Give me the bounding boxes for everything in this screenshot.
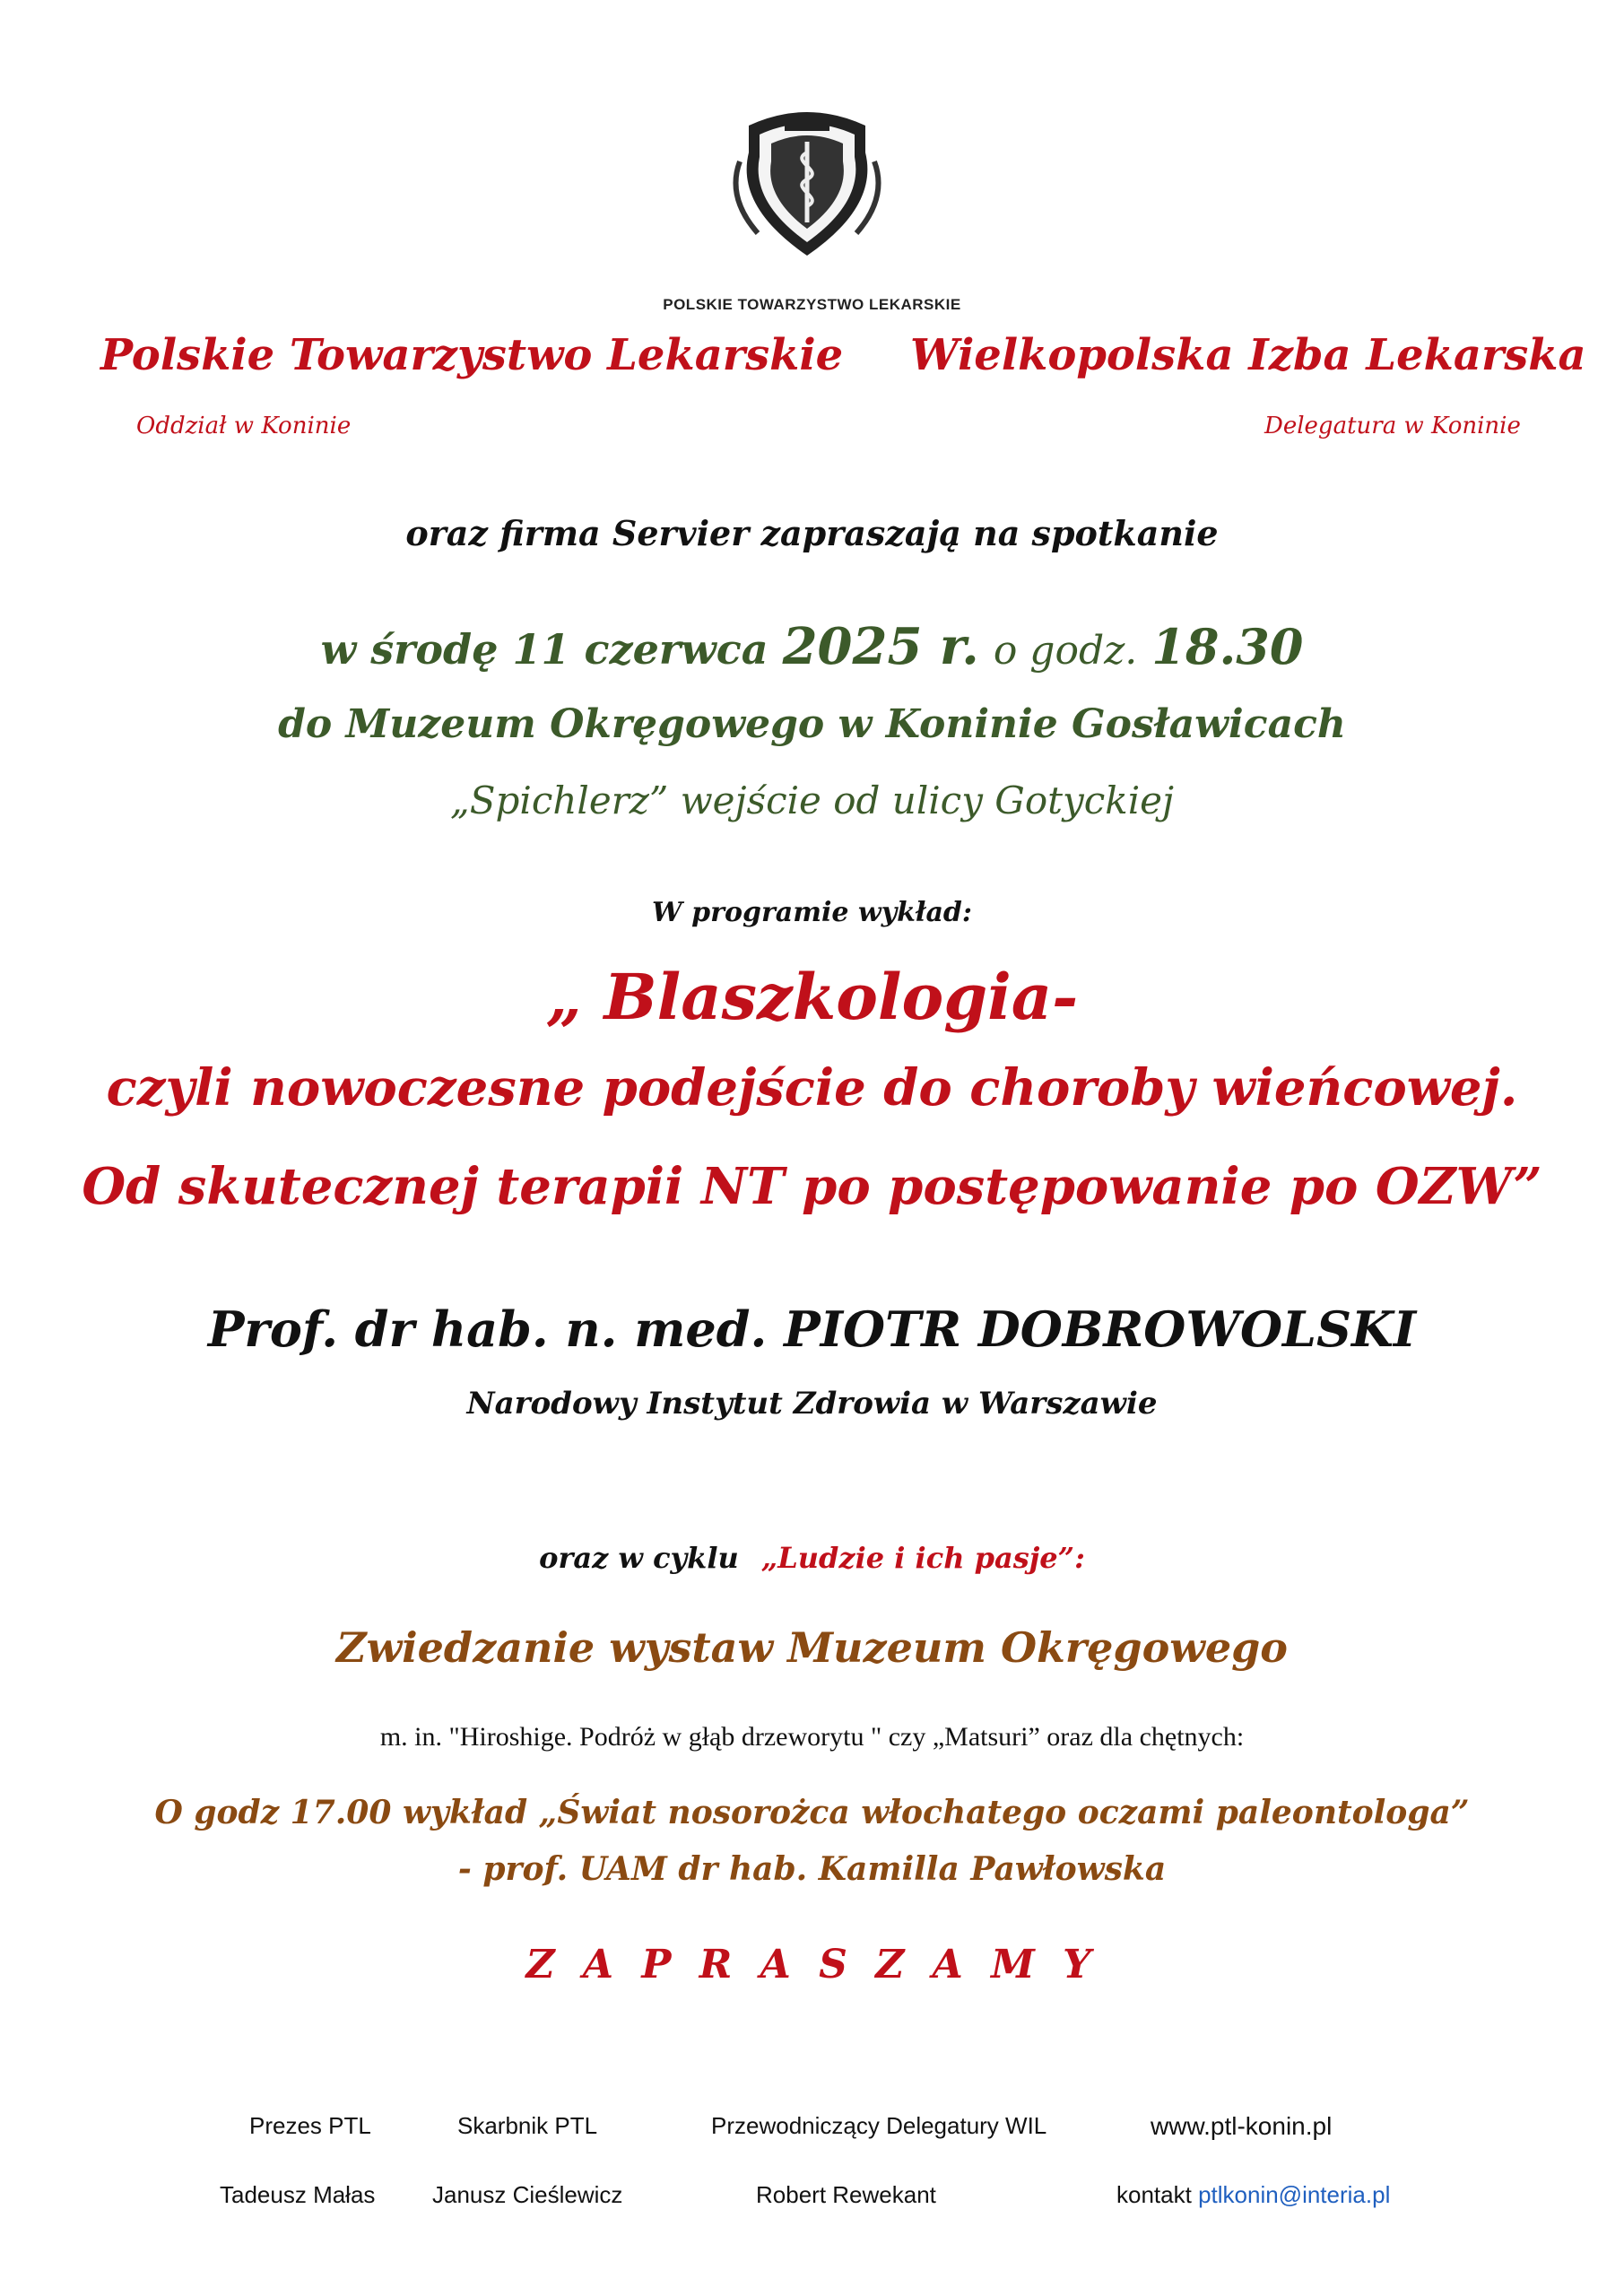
logo-caption: POLSKIE TOWARZYSTWO LEKARSKIE xyxy=(663,296,961,313)
program-label: W programie wykład: xyxy=(652,897,972,928)
lecture-title-line-3: Od skutecznej terapii NT po postępowanie po OZW” xyxy=(82,1157,1542,1216)
footer-contact-label: kontakt xyxy=(1116,2181,1192,2208)
event-time-prefix: o godz. xyxy=(993,628,1138,674)
speaker-name: Prof. dr hab. n. med. PIOTR DOBROWOLSKI xyxy=(207,1300,1417,1358)
cycle-line xyxy=(0,1541,1624,1575)
cycle-prefix: oraz w cyklu xyxy=(539,1541,739,1575)
header-right-sub: Delegatura w Koninie xyxy=(1264,413,1521,439)
footer-name-treasurer: Janusz Cieślewicz xyxy=(432,2181,623,2208)
footer-website-link[interactable]: www.ptl-konin.pl xyxy=(1151,2112,1333,2140)
exhibition-details: m. in. "Hiroshige. Podróż w głąb drzeworytu " czy „Matsuri” oraz dla chętnych: xyxy=(379,1722,1245,1752)
footer-name-president: Tadeusz Małas xyxy=(220,2181,376,2208)
invite-line: oraz firma Servier zapraszają na spotkanie xyxy=(405,513,1219,553)
footer-name-chairman: Robert Rewekant xyxy=(756,2181,936,2208)
extra-lecture: O godz 17.00 wykład „Świat nosorożca włochatego oczami paleontologa” xyxy=(154,1794,1470,1831)
lecture-title-line-2: czyli nowoczesne podejście do choroby wieńcowej. xyxy=(106,1058,1518,1118)
ptl-crest-logo xyxy=(722,99,892,269)
event-datetime xyxy=(0,617,1624,676)
museum-tour: Zwiedzanie wystaw Muzeum Okręgowego xyxy=(336,1623,1288,1672)
extra-lecturer: - prof. UAM dr hab. Kamilla Pawłowska xyxy=(457,1850,1167,1888)
closing-invitation: Z A P R A S Z A M Y xyxy=(525,1942,1099,1987)
event-time: 18.30 xyxy=(1151,618,1304,675)
header-left-sub: Oddział w Koninie xyxy=(136,413,352,439)
header-right-org: Wielkopolska Izba Lekarska xyxy=(910,330,1586,380)
footer-role-treasurer: Skarbnik PTL xyxy=(457,2112,598,2139)
cycle-name: „Ludzie i ich pasje”: xyxy=(760,1541,1085,1575)
speaker-institution: Narodowy Instytut Zdrowia w Warszawie xyxy=(466,1386,1158,1422)
footer-role-chairman: Przewodniczący Delegatury WIL xyxy=(711,2112,1047,2139)
footer-contact xyxy=(1116,2181,1390,2209)
event-year: 2025 r. xyxy=(782,617,979,676)
lecture-title-line-1: „ Blaszkologia- xyxy=(545,960,1079,1034)
event-date: w środę 11 czerwca xyxy=(320,625,769,674)
event-entrance: „Spichlerz” wejście od ulicy Gotyckiej xyxy=(449,778,1175,822)
event-venue: do Muzeum Okręgowego w Koninie Gosławicach xyxy=(278,701,1346,747)
header-left-org: Polskie Towarzystwo Lekarskie xyxy=(100,330,844,380)
footer-role-president: Prezes PTL xyxy=(249,2112,371,2139)
footer-contact-email-link[interactable]: ptlkonin@interia.pl xyxy=(1198,2181,1391,2208)
